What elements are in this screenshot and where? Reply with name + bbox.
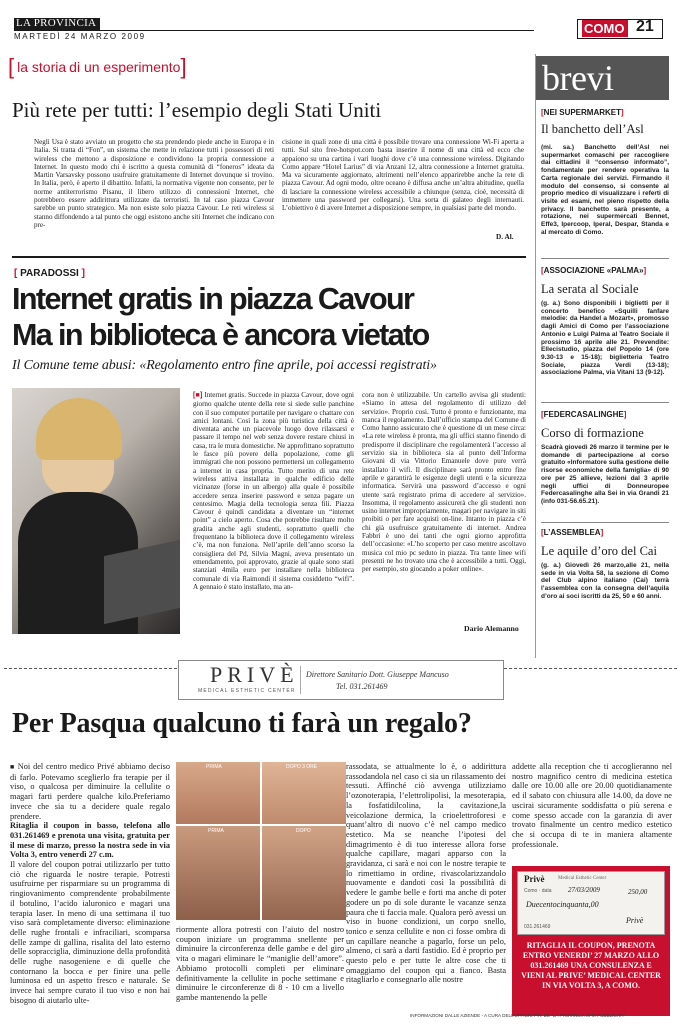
article-col-2: cora non è utilizzabile. Un cartello avvisa gli studenti: «Siamo in attesa del regolamento di utilizzo del servizio». Proprio così. Tutto è pronto e funzionante, ma manca il regolamento. Dall’ufficio stampa del Comune di Como hanno assicurato che è questione di un mese circa: «La rete wireless è pronta, ma gli uffici stanno finendo di predisporre il disciplinare che regolamenterà l’accesso al servizio sia in biblioteca sia al punto dell’Informa Giovani di via Vittorio Emanuele dove pure verrà installato il wifi. Il disciplinare sarà pronto entro fine aprile e garantirà le esigenze degli utenti e la sicurezza informatica. Servirà una password d’accesso e ogni utente sarà registrato prima di accedere al servizio». Insomma, il regolamento assicurerà che gli studenti non usino internet impropriamente, magari per navigare in siti proibiti o per fare acquisti on-line. Intanto in piazza c’è chi già usufruisce gratuitamente di internet. Andrea Fabbri è uno dei tanti che ogni giorno approfitta dell’occasione: «L’ho scoperto per caso mentre ascoltavo musica col mio pc seduto in piazza. Tra tante linee wifi presenti ne ho trovato una che è accessibile a tutti. Oggi, per esempio, sto giocando a poker online». bbox=[362, 391, 526, 574]
ad-photo-label-4: DOPO bbox=[296, 828, 311, 834]
ad-photo-label-2: DOPO 3 ORE bbox=[286, 764, 318, 770]
ad-logo: PRIVÈ bbox=[210, 662, 299, 687]
brevi-title: brevi bbox=[542, 58, 614, 98]
article-subhead: Il Comune teme abusi: «Regolamento entro fine aprile, poi accessi registrati» bbox=[12, 358, 437, 373]
story-kicker: [ la storia di un esperimento ] bbox=[8, 54, 187, 79]
ad-photo-label-1: PRIMA bbox=[206, 764, 222, 770]
ad-col-2: riormente allora potresti con l’aiuto del nostro coupon iniziare un programma snellente per diminuire la circonferenza delle gambe e del giro vita o magari eliminare le “maniglie dell’amore”. Abbiamo protocolli completi per eliminare definitivamente la cellulite in poche settimane e diminuire le circonferenze di 8 - 10 cm a livello gambe mantenendo la pelle bbox=[176, 925, 344, 1002]
article-signature: Dario Alemanno bbox=[464, 624, 519, 633]
ad-col-1-bold: Ritaglia il coupon in basso, telefona allo 031.261469 e prenota una visita, gratuita per il mese di marzo, presso la nostra sede in via Volta 3, entro venerdì 27 c.m. bbox=[10, 821, 170, 860]
brevi-title-4: Le aquile d’oro del Cai bbox=[541, 544, 657, 558]
story-rule bbox=[12, 256, 526, 258]
story-signature: D. Al. bbox=[496, 232, 514, 241]
ad-photo-label-3: PRIMA bbox=[208, 828, 224, 834]
photo-hair bbox=[36, 398, 122, 460]
article-headline-2: Ma in biblioteca è ancora vietato bbox=[12, 318, 429, 352]
article-col-1: [■] Internet gratis. Succede in piazza Cavour, dove ogni giorno qualche utente della rete si siede sulle panchine con il suo computer portatile per navigare o chattare con amici lontani. Così la zona più turistica della città è diventata anche un piacevole luogo dove rilassarsi e passare il tempo nel web senza dovere restare chiusi in casa, tra le mura domestiche. Ne approfittano soprattutto le fasce più povere della popolazione, come gli immigrati che non possono permettersi un collegamento a internet in casa propria. Tutto merito di una rete wireless attiva installata in qualche edificio delle vicinanze (forse in un albergo) alla quale è possibile accedere senza inserire password e senza pagare un centesimo. Magia della tecnologia senza fili. Piazza Cavour è quindi candidata a diventare un “internet point” a cielo aperto. Cosa che potrebbe risultare molto gradita anche agli studenti, soprattutto quelli che frequentano la biblioteca dove il collegamento wireless c’è, ma non funziona. Nell’aprile dell’anno scorso la consigliera del Pd, Silvia Magni, aveva presentato un emendamento, poi approvato, grazie al quale sono stati stanziati 4mila euro per installare nella biblioteca comunale di via Raimondi il sistema cosiddetto “wifi”. A gennaio è stato installato, ma an- bbox=[193, 391, 354, 591]
photo-laptop bbox=[104, 540, 180, 624]
ad-director: Direttore Sanitario Dott. Giuseppe Mancuso bbox=[306, 670, 449, 679]
brevi-body-1: (mi. sa.) Banchetto dell’Asl nei supermarket comaschi per raccogliere dai cittadini il “consenso informato”, fondamentale per rendere operativa la Carta regionale dei servizi. Firmando il modulo del consenso, si consente al proprio medico di visualizzare i referti di visite ed esami, nel pieno rispetto della privacy. Il banchetto sarà presente, a rotazione, nei supermercati Bennet, Effe3, Ipercoop, Iperal, Despar, Standa e al mercato di Como. bbox=[541, 144, 669, 236]
ad-footer: INFORMAZIONI DALLE AZIENDE - A CURA DELL’UFFICIO P.R. DE “LA PROVINCIA SPM PUBBLICITA” bbox=[410, 1013, 626, 1018]
brevi-title-3: Corso di formazione bbox=[541, 426, 644, 440]
ad-col-1-intro: Noi del centro medico Privé abbiamo deciso di farlo. Potevamo sceglierlo fra terapie per il viso, o qualcosa per diminuire la cellulite o magari farti perdere qualche kilo.Preferiamo invece che sia tu a decidere quale regalo prendere. bbox=[10, 762, 170, 821]
story-kicker-rest: di un esperimento bbox=[69, 59, 181, 75]
ad-photo-legs-before bbox=[176, 826, 260, 920]
brevi-tag-2: [ASSOCIAZIONE «PALMA»] bbox=[541, 266, 647, 275]
coupon-brand-sub: Medical Esthetic Center bbox=[558, 876, 607, 881]
ad-logo-divider bbox=[300, 666, 301, 694]
ad-phone: Tel. 031.261469 bbox=[336, 682, 388, 691]
brevi-body-4: (g. a.) Giovedì 26 marzo,alle 21, nella sede in via Volta 58, la sezione di Como del Club alpino italiano (Cai) terrà l’assemblea con la consegna dell’aquila d’oro ai soci iscritti da 25, 50 e 60 anni. bbox=[541, 562, 669, 600]
story-col-2: cisione in quali zone di una città è possibile trovare una connessione Wi-Fi aperta a tutti. Sul sito free-hotspot.com basta inserire il nome di una città ed ecco che appaiono su una cartina i vari luoghi dove c’è una connessione wireless. Digitando Como appare “Hotel Larius” di via Anzani 12, altra connessione a Internet gratuita. Ma va sicuramente aggiornato, altrimenti nell’elenco apparirebbe anche la rete di piazza Cavour. Ad ogni modo, oltre oceano è diffusa anche un’altra abitudine, quella di lasciare la connessione wireless accessibile a chiunque (senza, cioè, necessità di immettere una password per collegarsi). Una sorta di galateo degli internauti. L’obiettivo è di avere Internet a disposizione sempre, in qualsiasi parte del mondo. bbox=[282, 138, 524, 213]
article-headline-1: Internet gratis in piazza Cavour bbox=[12, 282, 414, 316]
story-title: Più rete per tutti: l’esempio degli Stati Uniti bbox=[12, 98, 382, 122]
coupon[interactable] bbox=[512, 866, 670, 1016]
ad-col-4: addette alla reception che ti accoglieranno nel nostro magnifico centro di medicina estetica dalle ore 10.00 alle ore 20.00 quotidianamente ed il sabato con chiusura alle 14.00, da dove ne uscirai sicuramente soddisfatta o più serena e come spesso accade con la garanzia di aver trovato finalmente un centro medico estetico che si occupa di te in maniera altamente professionale. bbox=[512, 762, 672, 849]
ad-headline: Per Pasqua qualcuno ti farà un regalo? bbox=[12, 708, 472, 739]
brevi-rule-3 bbox=[541, 522, 669, 523]
page-number: 21 bbox=[636, 18, 654, 35]
brevi-tag-1: [NEI SUPERMARKET] bbox=[541, 108, 624, 117]
coupon-payee: Duecentocinquanta,00 bbox=[526, 900, 599, 909]
coupon-brand: Privè bbox=[524, 874, 545, 884]
coupon-signature: Privè bbox=[626, 916, 644, 925]
issue-date: MARTEDÌ 24 MARZO 2009 bbox=[14, 32, 146, 41]
coupon-cheque bbox=[517, 871, 665, 935]
coupon-amount: 250,00 bbox=[628, 888, 648, 896]
ad-logo-sub: MEDICAL ESTHETIC CENTER bbox=[198, 688, 296, 694]
ad-col-1-rest: Il valore del coupon potrai utilizzarlo per tutto ciò che riguarda le nostre terapie. Potresti usufruirne per risparmiare su un programma di ringiovanimento comprendente probabilmente il botulino, l’acido ialuronico e magari una terapia laser. In meno di una settimana il tuo viso sarà completamente diverso: eliminazione delle rughe frontali e infraciliari, scomparsa delle zampe di gallina, risalita del lato esterno delle sopracciglia, diminuzione della profondità delle rughe nasogeniene e di quelle che contornano la bocca e per finire una pelle luminosa ed un aspetto fresco e naturale. Se invece hai sempre curato il tuo viso e non hai bisogno di aiutarlo ulte- bbox=[10, 860, 170, 1005]
story-col-1: Negli Usa è stato avviato un progetto che sta prendendo piede anche in Europa e in Italia. Si tratta di “Fon”, un sistema che mette in relazione tutti i possessori di reti wireless che mettono a disposizione e condividono la propria connessione a Internet. In questo modo chi è iscritto a questa comunità di “foneros” ideata da Martin Varsavsky possono usufruire gratuitamente di Internet dovunque si trovino. In Italia, però, è aperto il dibattito. Infatti, la normativa vigente non consente, per le norme antiterrorismo Pisanu, il libero utilizzo di connessioni Internet, che potrebbero essere addirittura utilizzate da terroristi. In tal caso piazza Cavour sarebbe un punto strategico. Ma non esiste solo piazza Cavour. Le reti wireless si stanno diffondendo a tal punto che oggi esistono anche siti Internet che indicano con pre- bbox=[34, 138, 274, 229]
brevi-body-3: Scadrà giovedì 26 marzo il termine per le domande di partecipazione al corso gratuito «Informatore sulla gestione delle risorse economiche della famiglia» di 90 ore per 25 allieve, lezioni dal 3 aprile negli uffici di Donneuropee Federcasalinghe alla Sei in via Grandi 21 (info 031-56.65.21). bbox=[541, 444, 669, 505]
ad-col-1: ■ Noi del centro medico Privé abbiamo deciso di farlo. Potevamo sceglierlo fra terapie per il viso, o qualcosa per diminuire la cellulite o magari farti perdere qualche kilo.Preferiamo invece che sia tu a decidere quale regalo prendere. Ritaglia il coupon in basso, telefona allo 031.261469 e prenota una visita, gratuita per il mese di marzo, presso la nostra sede in via Volta 3, entro venerdì 27 c.m. Il valore del coupon potrai utilizzarlo per tutto ciò che riguarda le nostre terapie. Potresti usufruirne per risparmiare su un programma di ringiovanimento comprendente probabilmente il botulino, l’acido ialuronico e magari una terapia laser. In meno di una settimana il tuo viso sarà completamente diverso: eliminazione delle rughe frontali e infraciliari, scomparsa delle zampe di gallina, risalita del lato esterno delle sopracciglia, diminuzione della profondità delle rughe nasogeniene e di quelle che contornano la bocca e per finire una pelle luminosa ed un aspetto fresco e naturale. Se invece hai sempre curato il tuo viso e non hai bisogno di aiutarlo ulte- bbox=[10, 762, 170, 1005]
article-col-1-text: Internet gratis. Succede in piazza Cavour, dove ogni giorno qualche utente della rete si siede sulle panchine con il suo computer portatile per navigare o chattare con amici lontani. Così la zona più turistica della città è diventata anche un piacevole luogo dove rilassarsi e passare il tempo nel web senza dovere restare chiusi in casa, tra le mura domestiche. Ne approfittano soprattutto le fasce più povere della popolazione, come gli immigrati che non possono permettersi un collegamento a internet in casa propria. Tutto merito di una rete wireless attiva installata in qualche edificio delle vicinanze (forse in un albergo) alla quale è possibile accedere senza inserire password e senza pagare un centesimo. Magia della tecnologia senza fili. Piazza Cavour è quindi candidata a diventare un “internet point” a cielo aperto. Cosa che potrebbe risultare molto gradita anche agli studenti, soprattutto quelli che frequentano la biblioteca dove il collegamento wireless c’è, ma non funziona. Nell’aprile dell’anno scorso la consigliera del Pd, Silvia Magni, aveva presentato un emendamento, poi approvato, grazie al quale sono stati stanziati 4mila euro per installare nella biblioteca comunale di via Raimondi il sistema cosiddetto “wifi”. A gennaio è stato installato, ma an- bbox=[193, 391, 354, 591]
ad-photo-legs-after bbox=[262, 826, 346, 920]
section-label: COMO bbox=[582, 20, 628, 37]
brevi-tag-3: [FEDERCASALINGHE] bbox=[541, 410, 627, 419]
coupon-number: 031.261469 bbox=[524, 924, 551, 930]
masthead: LA PROVINCIA bbox=[16, 17, 97, 29]
article-tag-label: PARADOSSI bbox=[20, 268, 79, 279]
ad-col-3: rassodata, se attualmente lo è, o addirittura rassodandola nel caso ci sia un rilassamento dei tessuti. Affinché ciò avvenga utilizziamo l’ozonoterapia, l’elettrolipolisi, la mesoterapia, la fosfatidilcolina, la cavitazione,la veicolazione dermica, la crioelettroforesi e quant’altro di nuovo c’è nel campo medico estetico. Ma se neanche l’ipotesi del dimagrimento è di tuo interesse allora forse qualche capillare, magari apparso con la gravidanza, ci sarà e noi con le nostre terapie te lo rimettiamo in ordine, rivascolarizzandolo nuovamente e dandoti così la possibilità di vedere le gambe belle e forti ma anche di poter godere un po di sole durante le vacanze senza paura che ti faccia male. Qualora però avessi un viso in buone condizioni, un corpo snello, tonico e senza cellulite e non ci fosse ombra di un capillare neanche a pagarlo, forse un pelo, almeno, ci sarà a darti fastidio. Ed è proprio per questo pelo e per tutte le altre cose che ti omaggiamo del coupon qui a fianco. Basta ritagliarlo e consegnarlo alle nostre bbox=[346, 762, 506, 985]
brevi-title-1: Il banchetto dell’Asl bbox=[541, 122, 644, 136]
brevi-body-2: (g. a.) Sono disponibili i biglietti per il concerto benefico «Squilli fanfare melodie: da Handel a Mozart», promosso dagli Amici di Como per l’associazione Antonio e Luigi Palma al Teatro Sociale il prossimo 16 aprile alle 21. Prevendite: Ellecistudio, piazza del Popolo 14 (ore 9.30-13 e 15-18); biglietteria Teatro Sociale, piazza Verdi (13-18); associazione Palma, via Vitani 13 (9-12). bbox=[541, 300, 669, 377]
coupon-date: 27/03/2009 bbox=[568, 886, 600, 894]
brevi-rule-2 bbox=[541, 402, 669, 403]
brevi-rule-1 bbox=[541, 258, 669, 259]
coupon-cta: RITAGLIA IL COUPON, PRENOTA ENTRO VENERDI’ 27 MARZO ALLO 031.261469 UNA CONSULENZA E VIENI AL PRIVE’ MEDICAL CENTER IN VIA VOLTA 3, A COMO. bbox=[521, 941, 661, 990]
header-rule bbox=[14, 30, 534, 31]
brevi-title-2: La serata al Sociale bbox=[541, 282, 639, 296]
story-kicker-main: la storia bbox=[17, 59, 67, 75]
ad-photo-face-before bbox=[176, 762, 260, 824]
article-tag: [ PARADOSSI ] bbox=[14, 268, 85, 279]
coupon-line1: Como · data bbox=[524, 888, 552, 894]
brevi-tag-4: [L’ASSEMBLEA] bbox=[541, 528, 604, 537]
article-photo bbox=[12, 388, 180, 634]
ad-photo-face-after bbox=[262, 762, 346, 824]
